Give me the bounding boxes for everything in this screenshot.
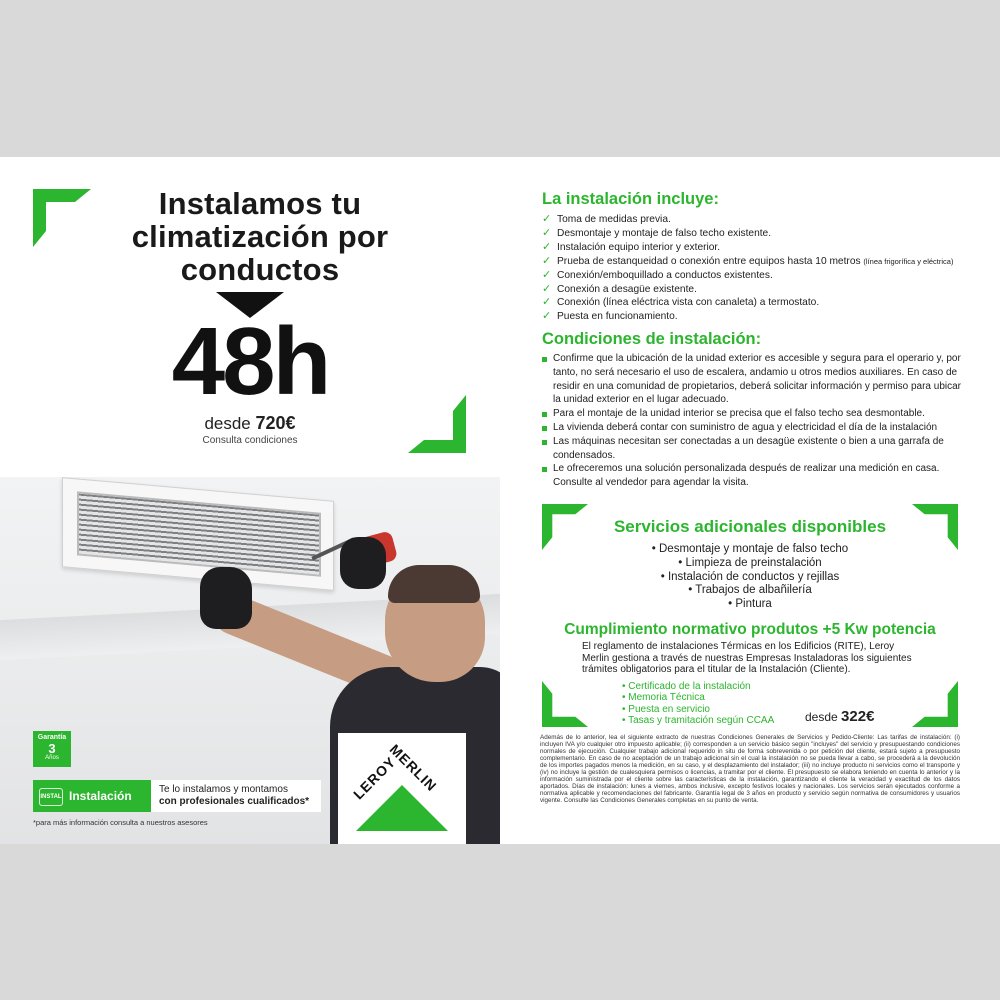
installation-text: Te lo instalamos y montamos con profesionales cualificados*	[151, 780, 321, 812]
right-page	[500, 157, 1000, 844]
list-item: La vivienda deberá contar con suministro de agua y electricidad el día de la instalación	[542, 421, 962, 435]
list-item: ✓ Puesta en funcionamiento.	[542, 310, 678, 323]
installation-bar	[33, 780, 151, 812]
legal-text: Además de lo anterior, lea el siguiente extracto de nuestras Condiciones Generales de Servicios y Pedido-Cliente: Las tarifas de instalación: (i) incluyen IVA y/o cualquier otro impuesto aplicable; (ii) corresponden a un servicio básico según "incluyes" del servicio y presupuestando condiciones normales de ejecución. Cualquier trabajo adicional requerido in situ de forma sobrevenida o por petición del cliente, estará sujeto a presupuesto complementario. En caso de no aceptación de un trabajo adicional sin el cual la instalación no se pueda llevar a cabo, se procederá a la devolución de los importes pagados menos la medición, en su caso, y el desplazamiento del instalador; (iii) no incluye producto ni servicios como el transporte y (iv) no incluye la gestión de cualesquiera permisos o licencias, a tramitar por el cliente. El presupuesto se elabora teniendo en cuenta lo anterior y la información suministrada por el cliente sobre las características de la instalación, garantizando el cliente la veracidad y exactitud de los datos aportados. Días de instalación: lunes a viernes, ambos inclusive, excepto festivos locales y nacionales. Los servicios serán ejecutados conforme a normativa aplicable y recomendaciones del fabricante. Garantía legal de 3 años en producto y servicio según normativa de consumidores y usuarios vigente. Consulte las Condiciones Generales completas en su punto de venta.	[540, 734, 960, 804]
services-list	[560, 543, 940, 612]
list-item: • Desmontaje y montaje de falso techo	[651, 543, 849, 555]
compliance-list	[622, 681, 774, 726]
left-page	[0, 157, 500, 844]
list-item: ✓ Toma de medidas previa.	[542, 213, 671, 225]
list-item: • Limpieza de preinstalación	[678, 556, 822, 569]
compliance-title: Cumplimiento normativo produtos +5 Kw potencia	[564, 621, 936, 638]
check-icon: ✓	[542, 226, 552, 239]
conditions-title: Condiciones de instalación:	[542, 330, 762, 348]
check-icon: ✓	[542, 240, 552, 253]
list-item: Para el montaje de la unidad interior se precisa que el falso techo sea desmontable.	[542, 407, 962, 421]
list-item: ✓ Conexión (línea eléctrica vista con canaleta) a termostato.	[542, 296, 820, 309]
glove-icon	[200, 567, 252, 629]
price-prefix: desde	[204, 414, 251, 433]
headline: Instalamos tu climatización por conductos	[131, 186, 389, 287]
includes-title: La instalación incluye:	[542, 190, 719, 208]
bullet-square-icon	[542, 426, 547, 431]
bullet-square-icon	[542, 467, 547, 472]
list-item: ✓ Desmontaje y montaje de falso techo existente.	[542, 226, 772, 239]
price-line	[150, 413, 350, 434]
corner-bracket-icon	[33, 189, 91, 247]
corner-bracket-icon	[912, 681, 970, 739]
corner-bracket-icon	[408, 395, 466, 453]
installation-label: Instalación	[69, 789, 132, 803]
big-number: 48h	[171, 308, 329, 415]
air-vent	[62, 477, 334, 591]
check-icon: ✓	[542, 296, 552, 309]
list-item: • Trabajos de albañilería	[688, 584, 812, 597]
list-item: • Instalación de conductos y rejillas	[660, 570, 840, 583]
list-item: ✓ Conexión/emboquillado a conductos existentes.	[542, 268, 773, 281]
list-item: • Tasas y tramitación según CCAA	[622, 714, 775, 726]
bullet-square-icon	[542, 357, 547, 362]
check-icon: ✓	[542, 282, 552, 295]
brochure-spread	[0, 157, 1000, 844]
price: 720€	[255, 413, 296, 433]
services-title: Servicios adicionales disponibles	[613, 517, 887, 536]
list-item: • Puesta en servicio	[622, 703, 710, 715]
list-item: • Pintura	[728, 598, 772, 611]
list-item: ✓ Instalación equipo interior y exterior.	[542, 240, 721, 253]
bullet-square-icon	[542, 440, 547, 445]
price-note: Consulta condiciones	[202, 435, 298, 446]
check-icon: ✓	[542, 254, 552, 267]
leroy-merlin-logo: LEROY MERLIN	[338, 733, 466, 844]
footnote: *para más información consulta a nuestros asesores	[33, 818, 208, 827]
installation-logo-icon: INSTAL	[39, 788, 63, 806]
corner-bracket-icon	[542, 681, 600, 739]
list-item: • Memoria Técnica	[622, 692, 705, 704]
compliance-price: desde 322€	[805, 708, 875, 725]
list-item: Le ofreceremos una solución personalizada después de realizar una medición en casa. Consulte al vendedor para agendar la visita.	[542, 462, 962, 490]
list-item: Confirme que la ubicación de la unidad exterior es accesible y segura para el operario y, por tanto, no será necesario el uso de escalera, andamio u otros medios auxiliares. En caso de residir en una comunidad de propietarios, deberá solicitar información y permiso para ubicar la unidad exterior en el lugar adecuado.	[542, 352, 962, 407]
check-icon: ✓	[542, 268, 552, 281]
check-icon: ✓	[542, 213, 552, 225]
includes-list	[542, 213, 953, 324]
list-item: ✓ Prueba de estanqueidad o conexión entre equipos hasta 10 metros (línea frigorífica y eléctrica)	[542, 254, 954, 267]
list-item: Las máquinas necesitan ser conectadas a un desagüe existente o bien a una garrafa de condensados.	[542, 435, 962, 463]
compliance-text: El reglamento de instalaciones Térmicas en los Edificios (RITE), Leroy Merlin gestiona a través de nuestras Empresas Instaladoras los siguientes trámites obligatorios para el titular de la Instalación (Cliente).	[582, 641, 912, 675]
list-item: • Certificado de la instalación	[622, 681, 751, 692]
check-icon: ✓	[542, 310, 552, 323]
conditions-list	[542, 352, 962, 490]
bullet-square-icon	[542, 412, 547, 417]
glove-icon	[340, 537, 386, 589]
warranty-badge: Garantía 3 Años	[33, 731, 71, 767]
list-item: ✓ Conexión a desagüe existente.	[542, 282, 697, 295]
